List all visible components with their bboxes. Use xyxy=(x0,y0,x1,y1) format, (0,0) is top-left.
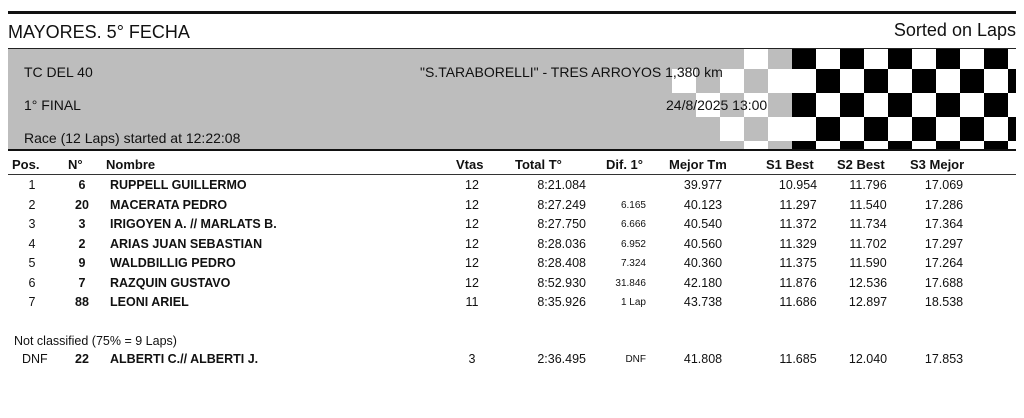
cell-s3: 17.853 xyxy=(924,352,964,366)
checker-square xyxy=(888,93,912,117)
checker-square xyxy=(936,69,960,93)
cell-laps: 12 xyxy=(465,256,479,270)
cell-name: MACERATA PEDRO xyxy=(110,197,228,212)
checker-square xyxy=(816,93,840,117)
checker-square xyxy=(960,117,984,141)
cell-best: 40.560 xyxy=(683,236,723,251)
checker-square xyxy=(984,48,1008,69)
cell-pos: 2 xyxy=(28,197,36,212)
cell-best: 42.180 xyxy=(683,275,723,290)
checker-square xyxy=(1008,48,1016,69)
cell-pos: 5 xyxy=(28,256,36,270)
col-pos: Pos. xyxy=(12,157,40,172)
cell-s2: 11.734 xyxy=(849,217,887,231)
checker-square xyxy=(816,117,840,141)
checker-square xyxy=(840,69,864,93)
cell-pos: 3 xyxy=(28,217,36,231)
cell-total: 8:35.926 xyxy=(537,295,586,309)
checker-square xyxy=(768,69,792,93)
checker-square xyxy=(936,48,960,69)
cell-s3: 17.286 xyxy=(924,197,964,212)
cell-total: 8:28.036 xyxy=(537,236,586,251)
cell-s1: 10.954 xyxy=(778,178,818,192)
cell-total: 8:28.408 xyxy=(537,256,586,270)
table-row xyxy=(8,198,1016,217)
cell-num: 3 xyxy=(78,217,86,231)
page-title: MAYORES. 5° FECHA xyxy=(8,22,190,42)
cell-pos: 1 xyxy=(28,178,36,192)
cell-diff: 7.324 xyxy=(620,258,646,269)
header-rule xyxy=(8,174,1016,175)
col-number: N° xyxy=(68,157,83,172)
checker-square xyxy=(984,69,1008,93)
cell-total: 8:27.750 xyxy=(537,217,586,231)
checker-square xyxy=(888,117,912,141)
cell-laps: 12 xyxy=(465,217,479,231)
cell-s3: 17.297 xyxy=(924,236,964,251)
col-s1: S1 Best xyxy=(766,157,814,172)
cell-num: 7 xyxy=(78,275,86,290)
cell-s1: 11.375 xyxy=(779,256,817,270)
checker-square xyxy=(960,48,984,69)
cell-s1: 11.372 xyxy=(779,217,817,231)
cell-best: 40.540 xyxy=(683,217,723,231)
checker-square xyxy=(960,69,984,93)
cell-num: 2 xyxy=(78,236,86,251)
cell-name: IRIGOYEN A. // MARLATS B. xyxy=(110,217,277,231)
event-datetime: 24/8/2025 13:00 xyxy=(666,97,768,113)
title-row xyxy=(8,22,1016,48)
not-classified-label: Not classified (75% = 9 Laps) xyxy=(14,334,177,348)
cell-name: RAZQUIN GUSTAVO xyxy=(110,275,231,290)
checker-square xyxy=(792,117,816,141)
cell-s2: 12.536 xyxy=(848,275,888,290)
col-name: Nombre xyxy=(106,157,156,172)
checker-square xyxy=(1008,69,1016,93)
cell-s1: 11.686 xyxy=(779,295,817,309)
checker-square xyxy=(792,48,816,69)
cell-name: WALDBILLIG PEDRO xyxy=(110,256,236,270)
checker-square xyxy=(888,141,912,151)
checker-square xyxy=(888,48,912,69)
checker-square xyxy=(816,48,840,69)
cell-laps: 11 xyxy=(465,295,479,309)
checker-square xyxy=(816,69,840,93)
checker-square xyxy=(912,69,936,93)
checker-square xyxy=(840,93,864,117)
cell-s2: 12.897 xyxy=(848,295,888,309)
col-diff: Dif. 1° xyxy=(606,157,643,172)
cell-num: 9 xyxy=(78,256,86,270)
cell-s2: 11.540 xyxy=(849,197,887,212)
cell-s1: 11.329 xyxy=(779,236,817,251)
checker-square xyxy=(864,141,888,151)
cell-diff: DNF xyxy=(625,354,646,365)
cell-s2: 11.796 xyxy=(849,178,887,192)
cell-total: 2:36.495 xyxy=(537,352,586,366)
table-row xyxy=(8,276,1016,295)
cell-num: 20 xyxy=(75,197,89,212)
cell-name: LEONI ARIEL xyxy=(110,295,189,309)
event-header xyxy=(8,48,1016,151)
col-laps: Vtas xyxy=(456,157,484,172)
cell-total: 8:21.084 xyxy=(537,178,586,192)
cell-diff: 6.666 xyxy=(620,219,646,230)
checker-square xyxy=(744,48,768,69)
category-label: TC DEL 40 xyxy=(24,64,93,80)
checker-square xyxy=(984,117,1008,141)
cell-pos: 7 xyxy=(28,295,36,309)
cell-best: 41.808 xyxy=(683,352,723,366)
cell-s3: 18.538 xyxy=(924,295,964,309)
track-info: "S.TARABORELLI" - TRES ARROYOS 1,380 km xyxy=(420,64,723,80)
col-total: Total T° xyxy=(515,157,562,172)
cell-total: 8:52.930 xyxy=(537,275,586,290)
checker-square xyxy=(912,93,936,117)
checker-square xyxy=(960,93,984,117)
checker-square xyxy=(864,69,888,93)
cell-num: 22 xyxy=(75,352,89,366)
cell-best: 40.123 xyxy=(683,197,723,212)
cell-s1: 11.297 xyxy=(779,197,817,212)
cell-s3: 17.264 xyxy=(924,256,964,270)
cell-pos: 6 xyxy=(28,275,36,290)
cell-laps: 12 xyxy=(465,236,479,251)
checker-square xyxy=(816,141,840,151)
col-best-lap: Mejor Tm xyxy=(669,157,727,172)
cell-num: 88 xyxy=(75,295,89,309)
table-row xyxy=(8,352,1016,371)
table-row xyxy=(8,217,1016,236)
cell-diff: 6.165 xyxy=(620,199,646,211)
checker-square xyxy=(984,141,1008,151)
cell-pos: 4 xyxy=(28,236,36,251)
cell-name: ALBERTI C.// ALBERTI J. xyxy=(110,352,259,366)
checker-square xyxy=(936,117,960,141)
cell-diff: 1 Lap xyxy=(620,297,646,308)
cell-s1: 11.685 xyxy=(779,352,817,366)
cell-s3: 17.069 xyxy=(924,178,964,192)
checker-square xyxy=(792,93,816,117)
checker-square xyxy=(840,141,864,151)
cell-num: 6 xyxy=(78,178,86,192)
cell-diff: 6.952 xyxy=(620,238,646,250)
checker-square xyxy=(912,141,936,151)
checker-square xyxy=(840,117,864,141)
table-row xyxy=(8,256,1016,275)
checker-square xyxy=(792,141,816,151)
table-row xyxy=(8,295,1016,314)
checker-square xyxy=(720,69,744,93)
table-row xyxy=(8,237,1016,256)
checker-square xyxy=(1008,141,1016,151)
checker-square xyxy=(1008,93,1016,117)
checker-square xyxy=(840,48,864,69)
cell-s2: 12.040 xyxy=(848,352,888,366)
cell-laps: 12 xyxy=(465,275,479,290)
results-sheet xyxy=(8,8,1016,408)
sort-label: Sorted on Laps xyxy=(893,20,1016,40)
cell-diff: 31.846 xyxy=(615,277,646,289)
cell-name: ARIAS JUAN SEBASTIAN xyxy=(110,236,263,251)
checker-square xyxy=(960,141,984,151)
cell-s3: 17.688 xyxy=(924,275,964,290)
checker-square xyxy=(912,48,936,69)
cell-pos: DNF xyxy=(22,352,48,366)
checker-square xyxy=(864,48,888,69)
cell-best: 39.977 xyxy=(683,178,723,192)
cell-laps: 3 xyxy=(468,352,476,366)
cell-total: 8:27.249 xyxy=(537,197,586,212)
table-row xyxy=(8,178,1016,197)
cell-s1: 11.876 xyxy=(779,275,817,290)
cell-laps: 12 xyxy=(465,178,479,192)
checker-square xyxy=(936,141,960,151)
col-s3: S3 Mejor xyxy=(910,157,965,172)
top-rule xyxy=(8,11,1016,14)
cell-best: 40.360 xyxy=(683,256,723,270)
cell-s2: 11.702 xyxy=(849,236,887,251)
cell-best: 43.738 xyxy=(683,295,723,309)
checker-square xyxy=(768,117,792,141)
checker-square xyxy=(984,93,1008,117)
session-label: 1° FINAL xyxy=(24,97,81,113)
checker-square xyxy=(720,117,744,141)
checker-square xyxy=(864,93,888,117)
checker-square xyxy=(792,69,816,93)
checker-square xyxy=(936,93,960,117)
checker-square xyxy=(744,141,768,151)
cell-s3: 17.364 xyxy=(924,217,964,231)
checker-square xyxy=(864,117,888,141)
cell-s2: 11.590 xyxy=(849,256,887,270)
race-info: Race (12 Laps) started at 12:22:08 xyxy=(24,130,241,146)
checker-square xyxy=(888,69,912,93)
cell-name: RUPPELL GUILLERMO xyxy=(110,178,247,192)
checker-square xyxy=(912,117,936,141)
checker-square xyxy=(1008,117,1016,141)
col-s2: S2 Best xyxy=(837,157,885,172)
cell-laps: 12 xyxy=(465,197,479,212)
